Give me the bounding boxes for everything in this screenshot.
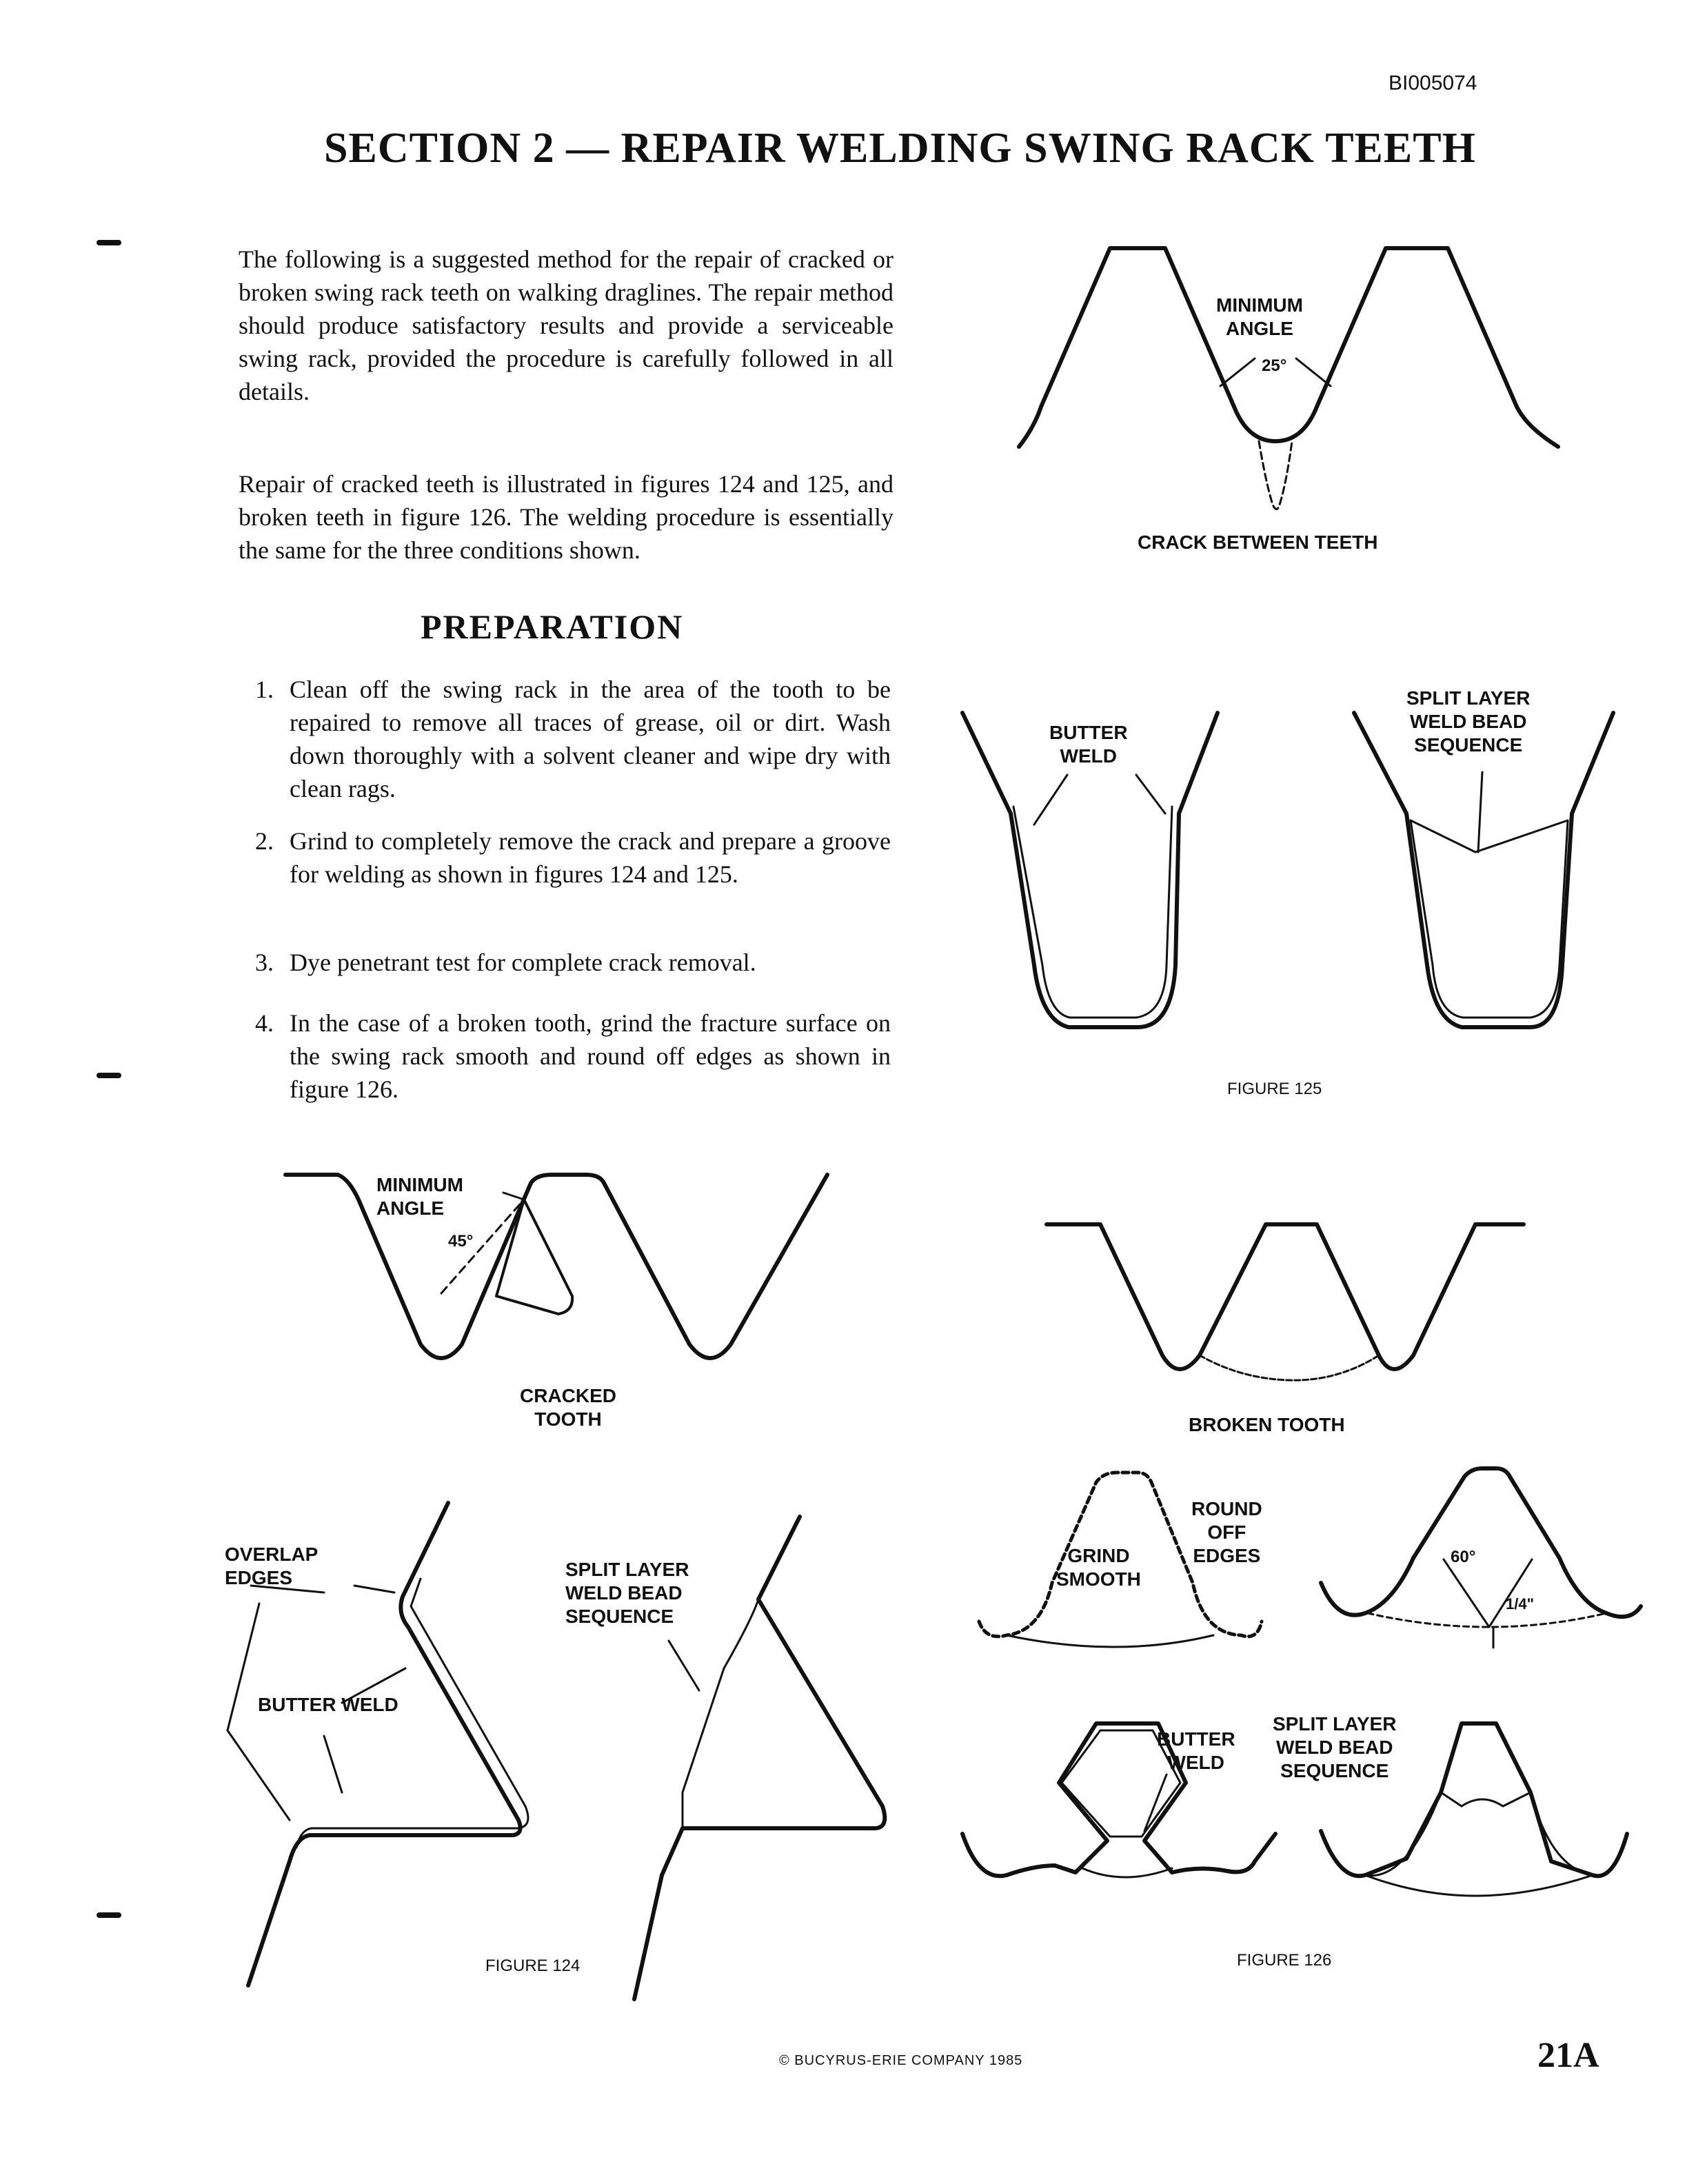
step-number: 4. bbox=[255, 1009, 274, 1037]
min-angle-text: MINIMUM ANGLE bbox=[1216, 294, 1303, 339]
step-text: Dye penetrant test for complete crack removal. bbox=[290, 949, 756, 976]
broken-tooth-diagram bbox=[1047, 1224, 1524, 1380]
step-text: Grind to completely remove the crack and prepare a groove for welding as shown in figures 124 and 125. bbox=[290, 827, 891, 888]
intro-paragraph: The following is a suggested method for the repair of cracked or broken swing rack teeth on walking draglines. The repair method should produce satisfactory results and provide a serviceable swing rack, provided the procedure is carefully followed in all details. bbox=[239, 245, 894, 405]
figure-caption: FIGURE 124 bbox=[485, 1957, 581, 1975]
grind-smooth-label: GRIND SMOOTH bbox=[1056, 1545, 1141, 1590]
split-layer-label: SPLIT LAYER WELD BEAD SEQUENCE bbox=[1273, 1713, 1397, 1781]
angle-label: 25° bbox=[1262, 356, 1287, 375]
butter-weld-label: BUTTER WELD bbox=[1157, 1728, 1235, 1773]
page-number: 21A bbox=[1537, 2036, 1599, 2075]
butter-weld-label: BUTTER WELD bbox=[1049, 722, 1128, 767]
angle-label: 60° bbox=[1451, 1548, 1476, 1566]
angle-label: 45° bbox=[448, 1232, 474, 1251]
step-text: Clean off the swing rack in the area of the tooth to be repaired to remove all traces of grease, oil or dirt. Wash down thoroughly with a solvent cleaner and wipe dry with clean rags. bbox=[290, 676, 891, 802]
figure-caption: FIGURE 125 bbox=[1227, 1080, 1322, 1098]
step-number: 2. bbox=[255, 827, 274, 855]
preparation-heading: PREPARATION bbox=[421, 607, 684, 646]
figure-caption: BROKEN TOOTH bbox=[1189, 1414, 1345, 1435]
figure-caption: FIGURE 126 bbox=[1237, 1951, 1332, 1970]
butter-weld-label: BUTTER WELD bbox=[258, 1694, 398, 1715]
split-layer-groove-diagram bbox=[1354, 713, 1613, 1027]
crack-between-teeth-diagram bbox=[1019, 248, 1558, 509]
round-off-edges-label: ROUND OFF EDGES bbox=[1191, 1498, 1262, 1566]
min-angle-label: MINIMUM ANGLE bbox=[376, 1174, 463, 1219]
step-number: 1. bbox=[255, 676, 274, 703]
page-title: SECTION 2 — REPAIR WELDING SWING RACK TEETH bbox=[324, 125, 1476, 172]
overlap-edges-label: OVERLAP EDGES bbox=[225, 1544, 319, 1588]
copyright-footer: © BUCYRUS-ERIE COMPANY 1985 bbox=[779, 2053, 1023, 2068]
step-number: 3. bbox=[255, 949, 274, 976]
document-id: BI005074 bbox=[1389, 72, 1477, 94]
intro-paragraph: Repair of cracked teeth is illustrated in figures 124 and 125, and broken teeth in figure 126. The welding procedure is essentially the same for the three conditions shown. bbox=[239, 470, 894, 564]
step-text: In the case of a broken tooth, grind the fracture surface on the swing rack smooth and round off edges as shown in figure 126. bbox=[290, 1009, 891, 1103]
figure-caption: CRACK BETWEEN TEETH bbox=[1138, 532, 1378, 553]
min-angle-label bbox=[1216, 294, 1303, 341]
split-layer-label: SPLIT LAYER WELD BEAD SEQUENCE bbox=[1406, 687, 1531, 756]
split-layer-label: SPLIT LAYER WELD BEAD SEQUENCE bbox=[565, 1559, 689, 1627]
cracked-tooth-diagram bbox=[285, 1175, 827, 1358]
prepared-tooth-60deg-diagram bbox=[1321, 1468, 1641, 1648]
figure-caption: CRACKED TOOTH bbox=[520, 1385, 616, 1430]
dimension-label: 1/4" bbox=[1506, 1595, 1535, 1612]
